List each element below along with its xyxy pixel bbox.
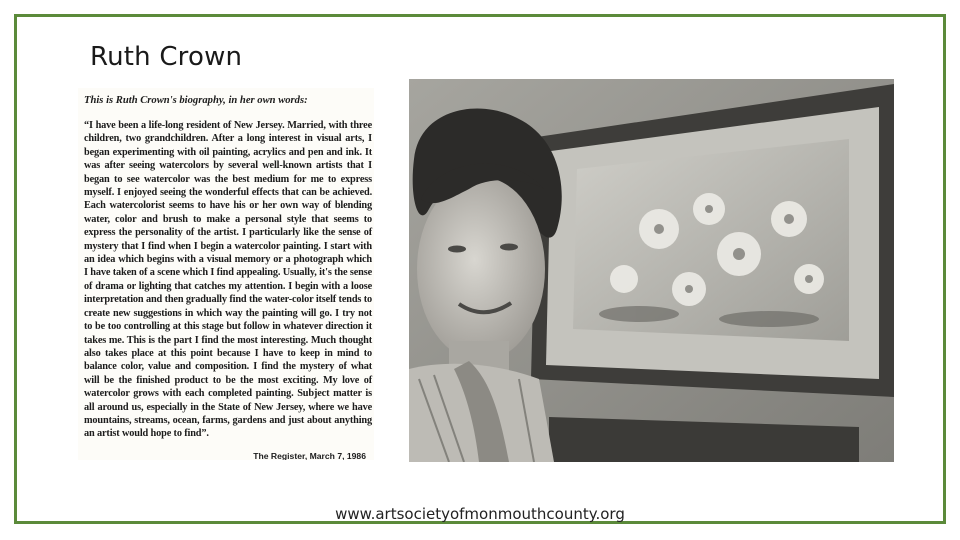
slide-title: Ruth Crown [90, 42, 243, 72]
footer-url: www.artsocietyofmonmouthcounty.org [335, 505, 625, 523]
artist-photo [409, 79, 894, 462]
clipping-source: The Register, March 7, 1986 [253, 450, 366, 460]
newspaper-clipping [78, 88, 374, 460]
clipping-body: “I have been a life-long resident of New Jersey. Married, with three children, two grandchildren. After a long interest in visual arts, I began experimenting with oil painting, acrylics and pen and ink. It was after seeing watercolors by several well-known artists that I began to see watercolor was the best medium for me to express myself. I enjoyed seeing the wonderful effects that can be achieved. Each watercolorist seems to have his or her own way of blending water, color and brush to make a personal style that seems to express the personality of the artist. I particularly like the sense of mystery that I find when I begin a watercolor painting. I start with an idea which begins with a visual memory or a photograph which I have taken of a scene which I find appealing. Usually, it's the sense of drama or lighting that catches my attention. I begin with a loose interpretation and then gradually find the water-color itself tends to create new suggestions in which way the painting will go. I try not to be too controlling at this stage but follow in whatever direction it takes me. This is the part I find the most interesting. Much thought also takes place at this point because I have to keep in mind to balance color, value and composition. I find the mystery of what will be the finished product to be the most exciting. My love of watercolor grows with each completed painting. Subject matter is all around us, especially in the State of New Jersey, where we have mountains, streams, ocean, farms, gardens and just about anything an artist would hope to find”. [84, 120, 372, 440]
clipping-intro: This is Ruth Crown's biography, in her own words: [84, 95, 308, 106]
